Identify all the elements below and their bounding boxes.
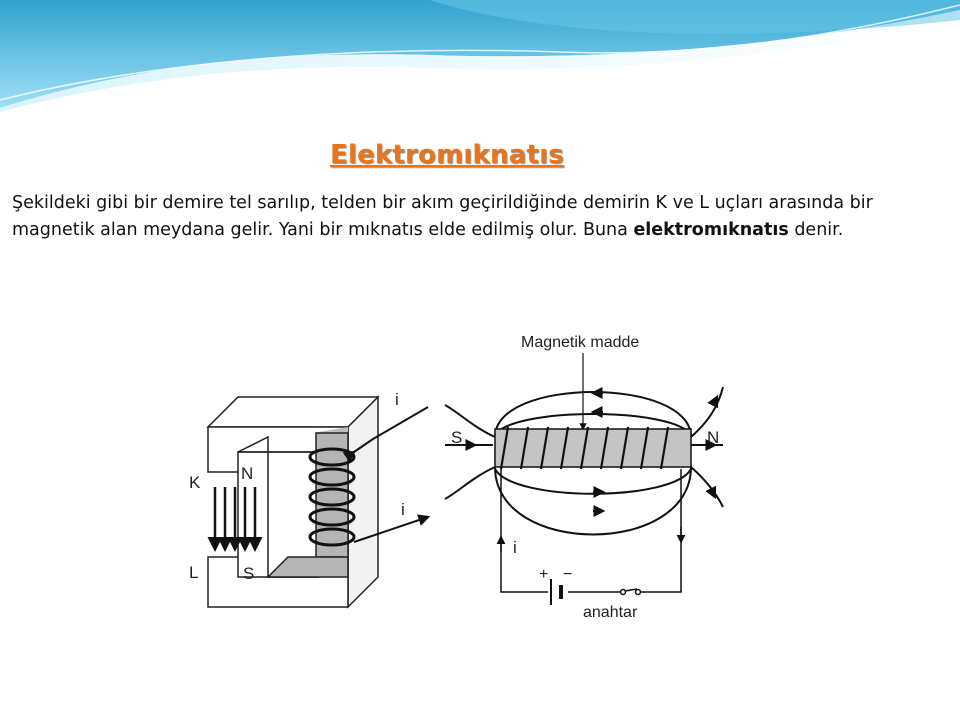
label-magnetic-material: Magnetik madde (521, 334, 640, 351)
label-i-bottom: i (401, 500, 405, 519)
label-k: K (189, 473, 201, 492)
label-plus: + (539, 566, 549, 583)
label-n: N (241, 464, 254, 483)
label-circuit-i: i (513, 538, 517, 557)
slide-paragraph (12, 190, 952, 244)
paragraph-text: Şekildeki gibi bir demire tel sarılıp, telden bir akım geçirildiğinde demirin K ve L uçları arasında bir magnetik alan meydana gelir. Yani bir mıknatıs elde edilmiş olur. Buna (12, 193, 873, 240)
label-minus: − (563, 566, 573, 583)
c-core-electromagnet (208, 397, 378, 607)
label-i-top: i (395, 390, 399, 409)
label-bar-s: S (451, 428, 463, 447)
switch-icon (621, 589, 641, 595)
paragraph-bold-term: elektromıknatıs (633, 220, 789, 240)
label-l: L (189, 563, 199, 582)
gap-field-lines (215, 487, 255, 549)
slide-title: Elektromıknatıs (330, 140, 564, 170)
label-s: S (243, 564, 255, 583)
label-bar-n: N (707, 428, 720, 447)
header-wave-decoration (0, 0, 960, 120)
paragraph-end: denir. (788, 220, 844, 240)
electromagnet-figure (183, 327, 728, 635)
battery-icon (551, 579, 561, 605)
label-switch: anahtar (583, 604, 638, 621)
